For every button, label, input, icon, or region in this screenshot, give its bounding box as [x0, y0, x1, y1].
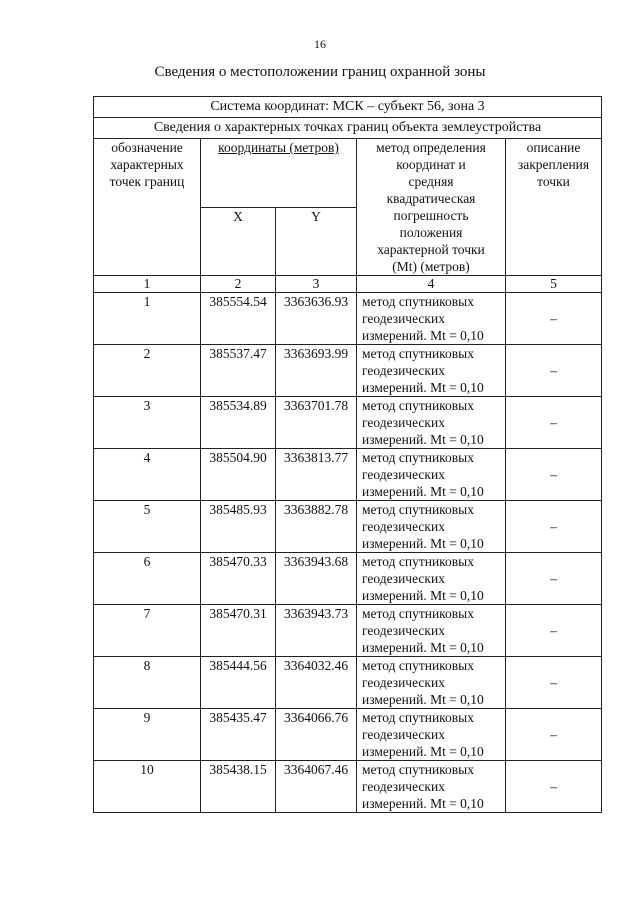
- header-coordinates-title: координаты (метров): [201, 139, 357, 208]
- x-value: 385470.33: [201, 553, 276, 605]
- method-text: метод спутниковых геодезических измерений. Mt = 0,10: [357, 657, 506, 709]
- column-numbers-row: [94, 276, 602, 293]
- method-text: метод спутниковых геодезических измерений. Mt = 0,10: [357, 397, 506, 449]
- header-y: Y: [276, 207, 357, 276]
- column-number: 5: [506, 276, 602, 293]
- method-text: метод спутниковых геодезических измерений. Mt = 0,10: [357, 449, 506, 501]
- column-number: 1: [94, 276, 201, 293]
- method-text: метод спутниковых геодезических измерений. Mt = 0,10: [357, 293, 506, 345]
- column-number: 2: [201, 276, 276, 293]
- x-value: 385554.54: [201, 293, 276, 345]
- method-text: метод спутниковых геодезических измерений. Mt = 0,10: [357, 501, 506, 553]
- description-value: –: [506, 657, 602, 709]
- x-value: 385470.31: [201, 605, 276, 657]
- x-value: 385504.90: [201, 449, 276, 501]
- column-number: 3: [276, 276, 357, 293]
- description-value: –: [506, 605, 602, 657]
- description-value: –: [506, 501, 602, 553]
- x-value: 385485.93: [201, 501, 276, 553]
- description-value: –: [506, 553, 602, 605]
- header-row: [94, 139, 602, 208]
- table-row: [94, 709, 602, 761]
- method-text: метод спутниковых геодезических измерений. Mt = 0,10: [357, 709, 506, 761]
- description-value: –: [506, 761, 602, 813]
- method-text: метод спутниковых геодезических измерений. Mt = 0,10: [357, 605, 506, 657]
- coordinates-table: [93, 96, 602, 813]
- header-method: метод определения координат и средняя квадратическая погрешность положения характерной точки (Mt) (метров): [357, 139, 506, 276]
- x-value: 385444.56: [201, 657, 276, 709]
- y-value: 3363943.68: [276, 553, 357, 605]
- method-text: метод спутниковых геодезических измерений. Mt = 0,10: [357, 345, 506, 397]
- y-value: 3364066.76: [276, 709, 357, 761]
- table-row: [94, 501, 602, 553]
- method-text: метод спутниковых геодезических измерений. Mt = 0,10: [357, 761, 506, 813]
- y-value: 3363693.99: [276, 345, 357, 397]
- point-number: 3: [94, 397, 201, 449]
- y-value: 3363882.78: [276, 501, 357, 553]
- point-number: 6: [94, 553, 201, 605]
- y-value: 3363701.78: [276, 397, 357, 449]
- point-number: 1: [94, 293, 201, 345]
- header-point-label: обозначение характерных точек границ: [94, 139, 201, 276]
- y-value: 3364067.46: [276, 761, 357, 813]
- point-number: 4: [94, 449, 201, 501]
- x-value: 385435.47: [201, 709, 276, 761]
- coordinate-system-row: [94, 97, 602, 118]
- table-row: [94, 293, 602, 345]
- document-title: Сведения о местоположении границ охранной зоны: [154, 64, 486, 80]
- table-row: [94, 345, 602, 397]
- point-number: 7: [94, 605, 201, 657]
- x-value: 385534.89: [201, 397, 276, 449]
- y-value: 3364032.46: [276, 657, 357, 709]
- point-number: 2: [94, 345, 201, 397]
- point-number: 9: [94, 709, 201, 761]
- table-row: [94, 605, 602, 657]
- page-number: 16: [314, 37, 326, 51]
- x-value: 385537.47: [201, 345, 276, 397]
- description-value: –: [506, 293, 602, 345]
- description-value: –: [506, 449, 602, 501]
- point-number: 10: [94, 761, 201, 813]
- section-caption-row: [94, 118, 602, 139]
- method-text: метод спутниковых геодезических измерений. Mt = 0,10: [357, 553, 506, 605]
- table-row: [94, 449, 602, 501]
- x-value: 385438.15: [201, 761, 276, 813]
- description-value: –: [506, 345, 602, 397]
- point-number: 5: [94, 501, 201, 553]
- table-row: [94, 397, 602, 449]
- header-description: описание закрепления точки: [506, 139, 602, 276]
- coordinate-system-caption: Система координат: МСК – субъект 56, зона 3: [94, 97, 602, 118]
- section-caption: Сведения о характерных точках границ объекта землеустройства: [94, 118, 602, 139]
- column-number: 4: [357, 276, 506, 293]
- header-x: X: [201, 207, 276, 276]
- y-value: 3363943.73: [276, 605, 357, 657]
- y-value: 3363636.93: [276, 293, 357, 345]
- description-value: –: [506, 397, 602, 449]
- description-value: –: [506, 709, 602, 761]
- y-value: 3363813.77: [276, 449, 357, 501]
- point-number: 8: [94, 657, 201, 709]
- table-row: [94, 761, 602, 813]
- table-row: [94, 657, 602, 709]
- table-row: [94, 553, 602, 605]
